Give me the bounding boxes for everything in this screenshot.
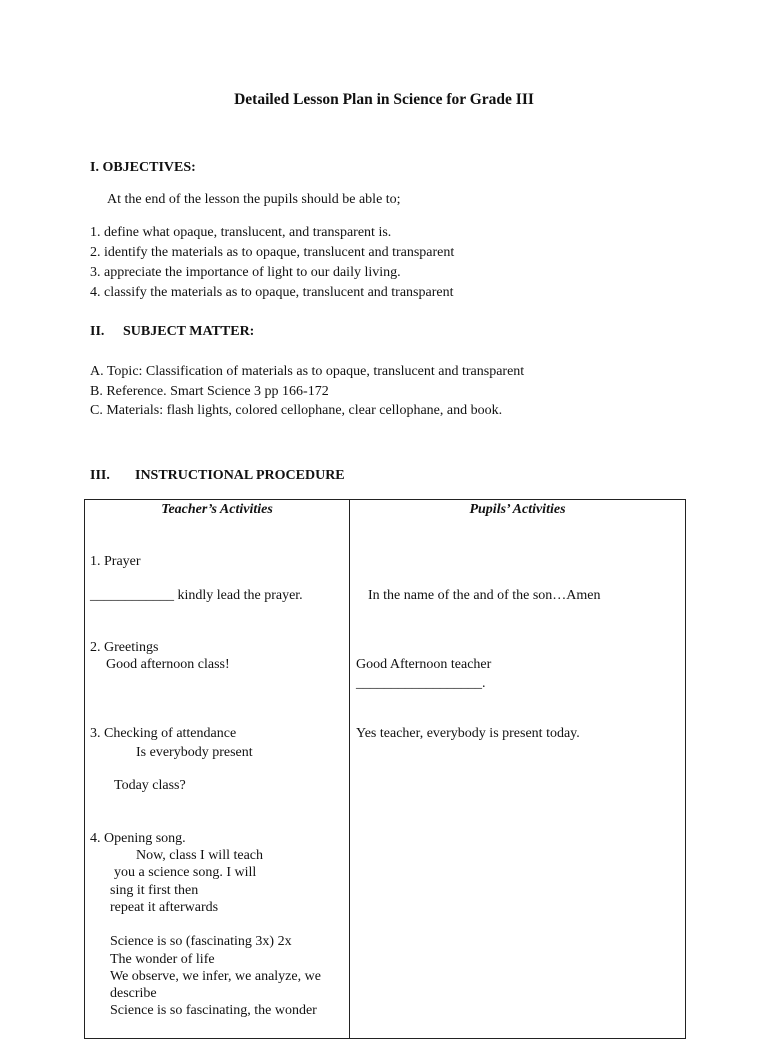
subject-item: C. Materials: flash lights, colored cellophane, clear cellophane, and book.: [90, 403, 503, 418]
teacher-line: We observe, we infer, we analyze, we: [110, 969, 321, 984]
teacher-line: Now, class I will teach: [136, 848, 263, 863]
teacher-line: Is everybody present: [136, 745, 253, 760]
teacher-line: 3. Checking of attendance: [90, 726, 237, 741]
pupils-column-header: Pupils’ Activities: [469, 502, 566, 517]
teacher-line: repeat it afterwards: [110, 900, 219, 915]
teacher-line: Today class?: [114, 778, 186, 793]
pupil-line: Good Afternoon teacher: [356, 657, 492, 672]
subject-matter-heading: SUBJECT MATTER:: [123, 324, 255, 339]
objective-item: 3. appreciate the importance of light to our daily living.: [90, 265, 401, 280]
teacher-line: Good afternoon class!: [106, 657, 230, 672]
teacher-line: Science is so fascinating, the wonder: [110, 1003, 317, 1018]
teacher-line: 1. Prayer: [90, 554, 141, 569]
table-column-divider: [349, 499, 350, 1039]
objective-item: 2. identify the materials as to opaque, translucent and transparent: [90, 245, 455, 260]
objective-item: 1. define what opaque, translucent, and transparent is.: [90, 225, 392, 240]
objectives-heading: I. OBJECTIVES:: [90, 160, 196, 175]
teacher-line: you a science song. I will: [114, 865, 257, 880]
teacher-column-header: Teacher’s Activities: [161, 502, 273, 517]
subject-matter-number: II.: [90, 324, 105, 339]
page-title: Detailed Lesson Plan in Science for Grade III: [234, 91, 534, 108]
pupil-line: __________________.: [356, 676, 486, 691]
teacher-line: 2. Greetings: [90, 640, 159, 655]
teacher-line: Science is so (fascinating 3x) 2x: [110, 934, 292, 949]
teacher-line: ____________ kindly lead the prayer.: [90, 588, 303, 603]
teacher-line: The wonder of life: [110, 952, 215, 967]
teacher-line: sing it first then: [110, 883, 199, 898]
subject-item: B. Reference. Smart Science 3 pp 166-172: [90, 384, 329, 399]
subject-item: A. Topic: Classification of materials as to opaque, translucent and transparent: [90, 364, 525, 379]
objective-item: 4. classify the materials as to opaque, translucent and transparent: [90, 285, 454, 300]
objectives-intro: At the end of the lesson the pupils should be able to;: [107, 192, 401, 207]
teacher-line: describe: [110, 986, 157, 1001]
procedure-number: III.: [90, 468, 110, 483]
pupil-line: In the name of the and of the son…Amen: [368, 588, 601, 603]
pupil-line: Yes teacher, everybody is present today.: [356, 726, 580, 741]
teacher-line: 4. Opening song.: [90, 831, 186, 846]
procedure-heading: INSTRUCTIONAL PROCEDURE: [135, 468, 345, 483]
